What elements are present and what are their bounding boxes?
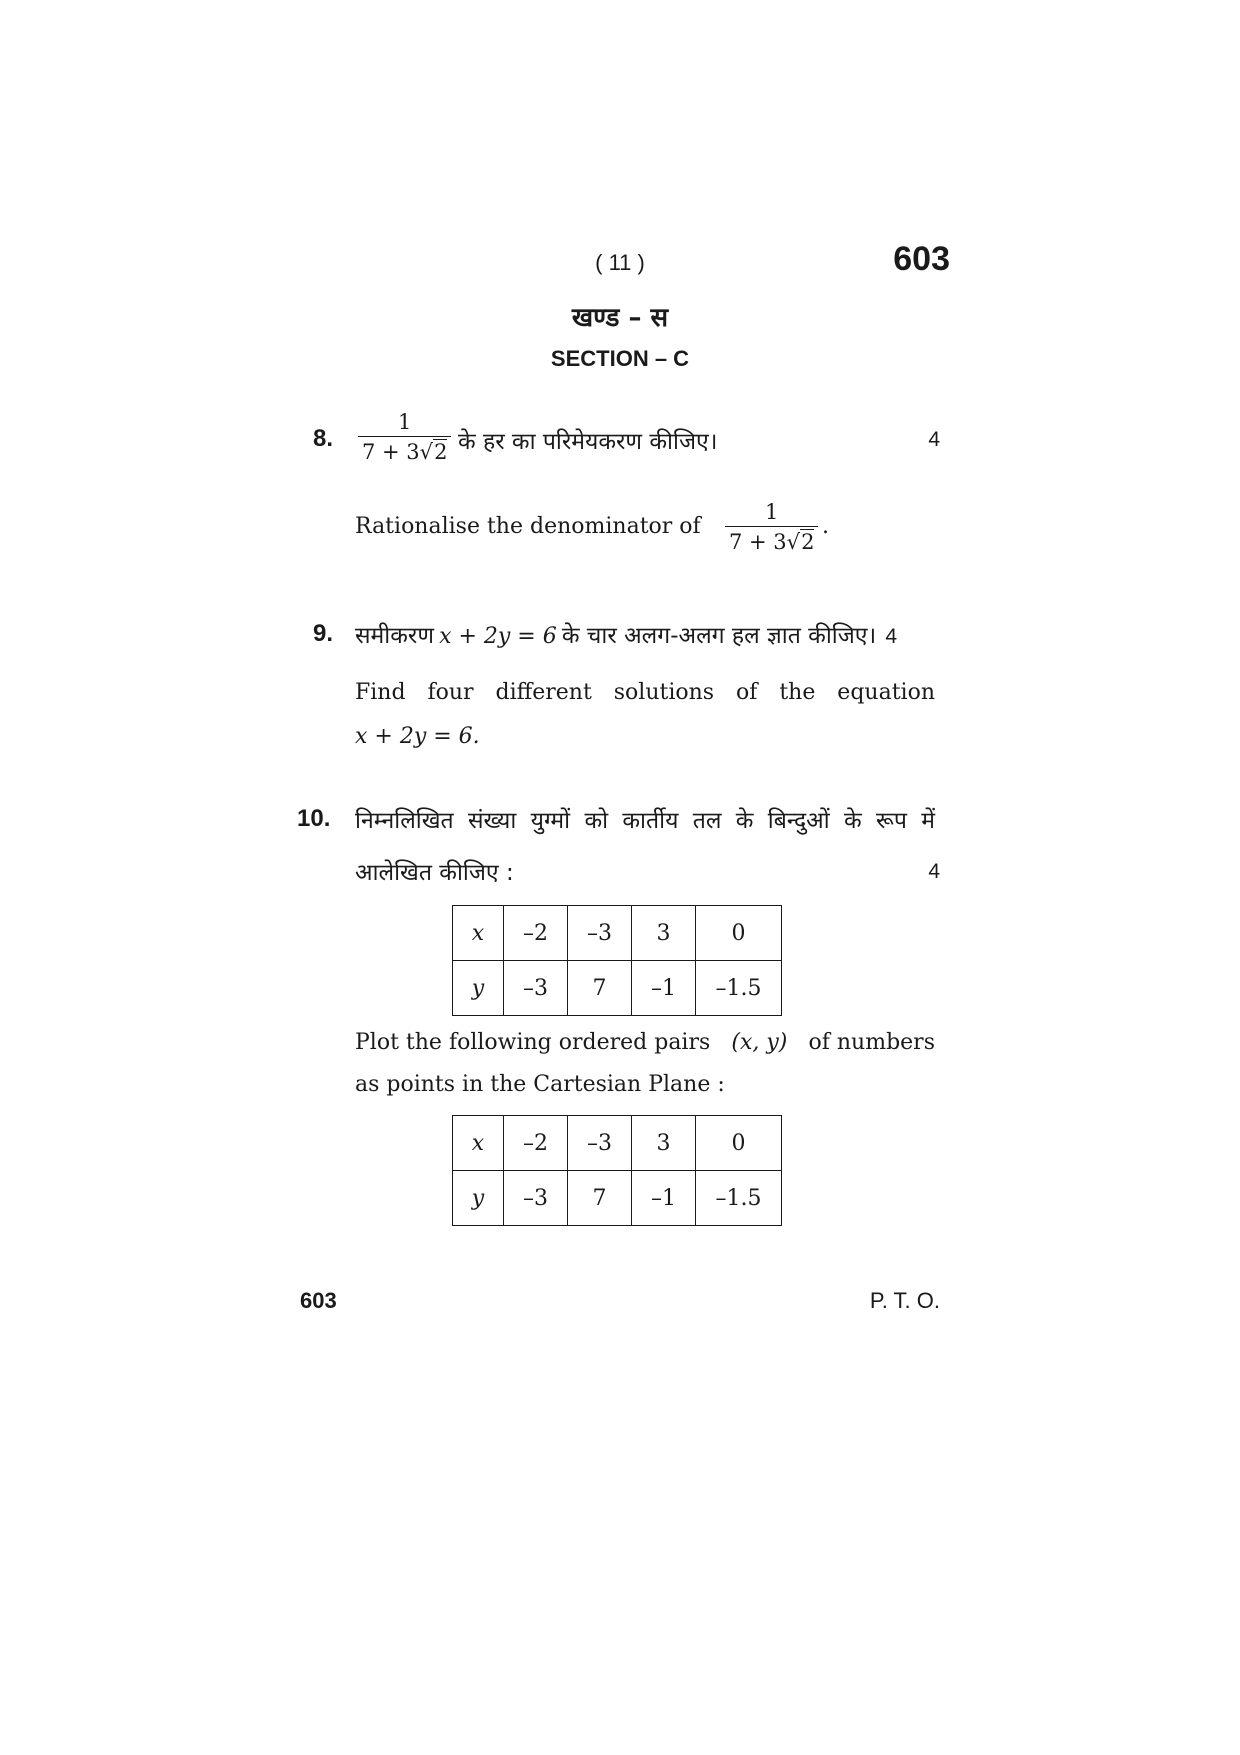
table-cell: –3 — [568, 906, 632, 961]
table-cell: 3 — [632, 1116, 696, 1171]
question-8-english: Rationalise the denominator of — [355, 514, 701, 539]
question-9-equation: x + 2y = 6 — [439, 624, 557, 649]
fraction-numerator: 1 — [358, 410, 451, 437]
ordered-pairs-table-english — [452, 1115, 782, 1226]
english-line1-pair: (x, y) — [731, 1030, 788, 1055]
footer-pto: P. T. O. — [869, 1288, 940, 1313]
ordered-pairs-table-hindi — [452, 905, 782, 1016]
question-10-marks: 4 — [928, 860, 940, 883]
question-10-hindi-line1: निम्नलिखित संख्या युग्मों को कार्तीय तल के बिन्दुओं के रूप में — [355, 808, 935, 834]
question-8-marks: 4 — [928, 428, 940, 451]
table-cell: y — [453, 1171, 504, 1226]
fraction-denominator: 7 + 3√2 — [362, 440, 448, 464]
table-cell: –1 — [632, 961, 696, 1016]
table-cell: 0 — [696, 1116, 782, 1171]
table-cell: x — [453, 1116, 504, 1171]
table-cell: –3 — [568, 1116, 632, 1171]
table-cell: 7 — [568, 1171, 632, 1226]
table-cell: x — [453, 906, 504, 961]
question-9-hindi-line — [355, 618, 945, 650]
question-8-number: 8. — [313, 425, 334, 452]
table-row — [453, 961, 782, 1016]
question-9-number: 9. — [313, 620, 334, 647]
question-10-hindi-line2: आलेखित कीजिए : — [355, 860, 514, 886]
footer-paper-code: 603 — [300, 1288, 337, 1313]
question-9-english-line2: x + 2y = 6. — [355, 724, 480, 749]
table-row — [453, 906, 782, 961]
table-cell: 0 — [696, 906, 782, 961]
table-cell: 7 — [568, 961, 632, 1016]
question-8-english-fraction — [725, 500, 818, 554]
table-cell: –3 — [504, 1171, 568, 1226]
english-line1-suffix: of numbers — [808, 1030, 935, 1055]
table-cell: –2 — [504, 1116, 568, 1171]
question-8-hindi: के हर का परिमेयकरण कीजिए। — [458, 429, 718, 455]
question-9-hindi-prefix: समीकरण — [355, 623, 434, 649]
paper-code: 603 — [893, 240, 950, 278]
question-10-english-line2: as points in the Cartesian Plane : — [355, 1072, 725, 1097]
table-cell: 3 — [632, 906, 696, 961]
section-title-english: SECTION – C — [550, 346, 690, 371]
table-row — [453, 1116, 782, 1171]
table-cell: –3 — [504, 961, 568, 1016]
page-number: ( 11 ) — [595, 250, 645, 275]
question-8-fraction — [358, 410, 451, 464]
question-9-english-line1: Find four different solutions of the equation — [355, 680, 935, 705]
table-cell: –1.5 — [696, 1171, 782, 1226]
question-9-marks: 4 — [885, 625, 898, 648]
table-cell: –1 — [632, 1171, 696, 1226]
question-9-hindi-suffix: के चार अलग-अलग हल ज्ञात कीजिए। — [561, 623, 877, 649]
table-cell: –1.5 — [696, 961, 782, 1016]
question-10-number: 10. — [297, 805, 331, 832]
english-line1-prefix: Plot the following ordered pairs — [355, 1030, 711, 1055]
fraction-numerator: 1 — [725, 500, 818, 527]
fraction-denominator: 7 + 3√2 — [729, 530, 815, 554]
table-row — [453, 1171, 782, 1226]
question-10-english-line1 — [355, 1030, 935, 1055]
question-8-period: . — [822, 514, 829, 539]
table-cell: –2 — [504, 906, 568, 961]
section-title-hindi: खण्ड – स — [571, 303, 669, 333]
table-cell: y — [453, 961, 504, 1016]
